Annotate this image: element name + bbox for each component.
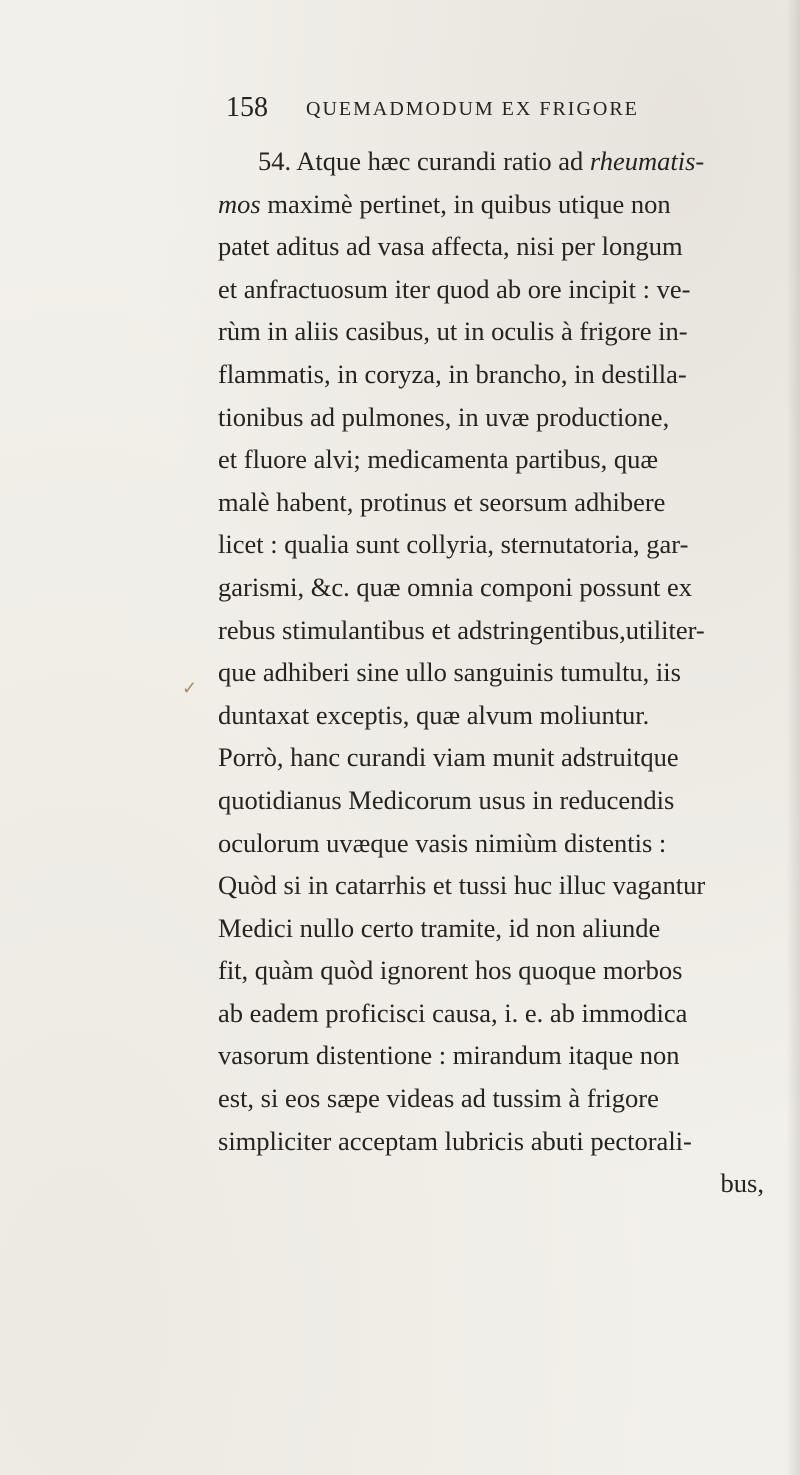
text-run: tionibus ad pulmones, in uvæ productione, xyxy=(218,401,670,432)
page-number: 158 xyxy=(226,92,268,123)
text-run: Porrò, hanc curandi viam munit adstruitque xyxy=(218,742,679,773)
italic-word: mos xyxy=(218,188,261,219)
body-text xyxy=(218,140,764,1205)
text-line xyxy=(218,992,764,1035)
text-line xyxy=(218,523,764,566)
text-run: Medici nullo certo tramite, id non aliunde xyxy=(218,912,661,943)
text-run: garismi, &c. quæ omnia componi possunt ex xyxy=(218,571,693,602)
text-line xyxy=(218,140,764,183)
text-line xyxy=(218,864,764,907)
text-line xyxy=(218,438,764,481)
text-line xyxy=(218,907,764,950)
text-line xyxy=(218,1034,764,1077)
text-run: 54. Atque hæc curandi ratio ad xyxy=(258,146,590,176)
text-run: rebus stimulantibus et adstringentibus,utiliter- xyxy=(218,614,705,645)
text-line xyxy=(218,225,764,268)
text-run: oculorum uvæque vasis nimiùm distentis : xyxy=(218,827,667,858)
text-line xyxy=(218,949,764,992)
running-head-title: QUEMADMODUM EX FRIGORE xyxy=(306,98,639,120)
text-run: rùm in aliis casibus, ut in oculis à frigore in- xyxy=(218,316,688,347)
text-run: patet aditus ad vasa affecta, nisi per longum xyxy=(218,231,683,262)
text-line xyxy=(218,1077,764,1120)
margin-mark: ✓ xyxy=(182,678,198,698)
text-line xyxy=(218,609,764,652)
text-line xyxy=(218,310,764,353)
text-line xyxy=(218,183,764,226)
text-run: ab eadem proficisci causa, i. e. ab immodica xyxy=(218,997,688,1028)
text-line xyxy=(218,779,764,822)
text-run: duntaxat exceptis, quæ alvum moliuntur. xyxy=(218,699,650,730)
page-edge-shadow xyxy=(786,0,800,1475)
text-run: que adhiberi sine ullo sanguinis tumultu, iis xyxy=(218,657,681,688)
text-line xyxy=(218,736,764,779)
text-run: est, si eos sæpe videas ad tussim à frigore xyxy=(218,1083,659,1114)
text-line xyxy=(218,1120,764,1163)
text-line xyxy=(218,396,764,439)
text-run: fit, quàm quòd ignorent hos quoque morbos xyxy=(218,955,683,986)
text-run: flammatis, in coryza, in brancho, in destilla- xyxy=(218,358,687,389)
catchword: bus, xyxy=(720,1168,764,1199)
running-head xyxy=(226,92,746,132)
text-run: maximè pertinet, in quibus utique non xyxy=(260,188,671,219)
text-line xyxy=(218,353,764,396)
text-line xyxy=(218,481,764,524)
text-line xyxy=(218,566,764,609)
text-run: malè habent, protinus et seorsum adhibere xyxy=(218,486,666,517)
text-run: licet : qualia sunt collyria, sternutatoria, gar- xyxy=(218,529,689,560)
italic-word: rheumatis- xyxy=(589,146,705,176)
text-run: et anfractuosum iter quod ab ore incipit : ve- xyxy=(218,273,691,304)
text-run: Quòd si in catarrhis et tussi huc illuc vagantur xyxy=(218,870,706,901)
text-run: et fluore alvi; medicamenta partibus, quæ xyxy=(218,444,659,475)
text-line xyxy=(218,651,764,694)
text-line xyxy=(218,822,764,865)
text-line xyxy=(218,268,764,311)
text-run: simpliciter acceptam lubricis abuti pectorali- xyxy=(218,1125,692,1156)
text-line xyxy=(218,694,764,737)
text-run: vasorum distentione : mirandum itaque non xyxy=(218,1040,680,1071)
text-run: quotidianus Medicorum usus in reducendis xyxy=(218,784,675,815)
